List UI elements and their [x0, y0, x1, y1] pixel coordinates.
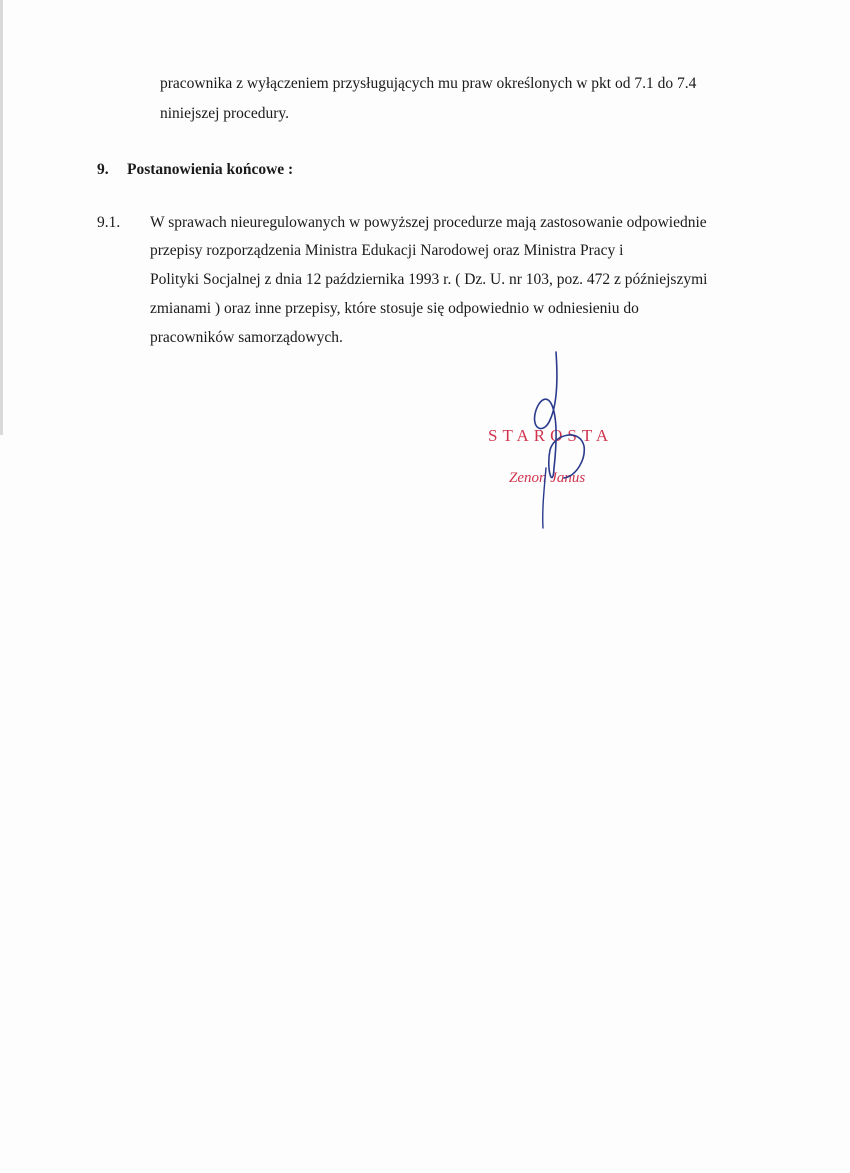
section-title: Postanowienia końcowe :: [127, 161, 294, 178]
continuation-line-1: pracownika z wyłączeniem przysługujących mu praw określonych w pkt od 7.1 do 7.4: [160, 75, 697, 92]
clause-number: 9.1.: [97, 214, 121, 231]
clause-line-2: przepisy rozporządzenia Ministra Edukacji Narodowej oraz Ministra Pracy i: [150, 242, 624, 259]
clause-line-5: pracowników samorządowych.: [150, 329, 343, 346]
scan-edge: [0, 0, 3, 435]
continuation-line-2: niniejszej procedury.: [160, 105, 289, 122]
signature-stroke: [535, 352, 585, 478]
handwritten-signature: [520, 350, 600, 530]
clause-line-3: Polityki Socjalnej z dnia 12 października 1993 r. ( Dz. U. nr 103, poz. 472 z późniejszymi: [150, 271, 708, 288]
clause-line-1: W sprawach nieuregulowanych w powyższej procedurze mają zastosowanie odpowiednie: [150, 214, 707, 231]
signature-tail: [543, 468, 546, 528]
stamp-title: STAROSTA: [488, 426, 614, 445]
stamp-name: Zenon Janus: [509, 470, 586, 486]
section-number: 9.: [97, 161, 109, 178]
clause-line-4: zmianami ) oraz inne przepisy, które stosuje się odpowiednio w odniesieniu do: [150, 300, 639, 317]
